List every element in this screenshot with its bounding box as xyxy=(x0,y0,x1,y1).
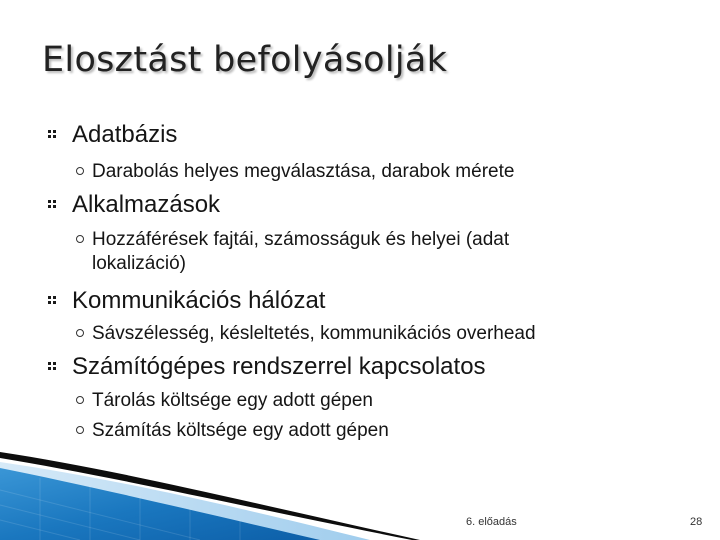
ring-bullet-icon xyxy=(76,167,84,175)
bullet-item xyxy=(72,191,220,219)
bullet-item-label: Alkalmazások xyxy=(72,191,221,218)
sub-bullet-item xyxy=(92,419,652,443)
four-square-bullet-icon xyxy=(48,130,57,139)
bullet-item-label: Adatbázis xyxy=(72,121,178,148)
ring-bullet-icon xyxy=(76,235,84,243)
sub-bullet-item xyxy=(92,160,652,184)
sub-bullet-label: Hozzáférések fajtái, számosságuk és helyei (adat lokalizáció) xyxy=(92,229,510,274)
ring-bullet-icon xyxy=(76,426,84,434)
ring-bullet-icon xyxy=(76,396,84,404)
footer-lecture-label: 6. előadás xyxy=(466,516,517,528)
ring-bullet-icon xyxy=(76,329,84,337)
bullet-item xyxy=(72,353,486,381)
sub-bullet-item xyxy=(92,322,692,346)
footer-page-number: 28 xyxy=(690,516,703,528)
four-square-bullet-icon xyxy=(48,200,57,209)
sub-bullet-label: Darabolás helyes megválasztása, darabok mérete xyxy=(92,161,515,182)
bullet-item xyxy=(72,287,325,315)
sub-bullet-label: Számítás költsége egy adott gépen xyxy=(92,420,389,441)
bullet-item xyxy=(72,121,177,149)
four-square-bullet-icon xyxy=(48,296,57,305)
sub-bullet-item xyxy=(92,228,562,276)
slide-title: Elosztást befolyásolják xyxy=(42,40,448,80)
sub-bullet-item xyxy=(92,389,652,413)
four-square-bullet-icon xyxy=(48,362,57,371)
bullet-item-label: Kommunikációs hálózat xyxy=(72,287,326,314)
sub-bullet-label: Tárolás költsége egy adott gépen xyxy=(92,390,373,411)
bullet-item-label: Számítógépes rendszerrel kapcsolatos xyxy=(72,353,486,380)
sub-bullet-label: Sávszélesség, késleltetés, kommunikációs overhead xyxy=(92,323,536,344)
